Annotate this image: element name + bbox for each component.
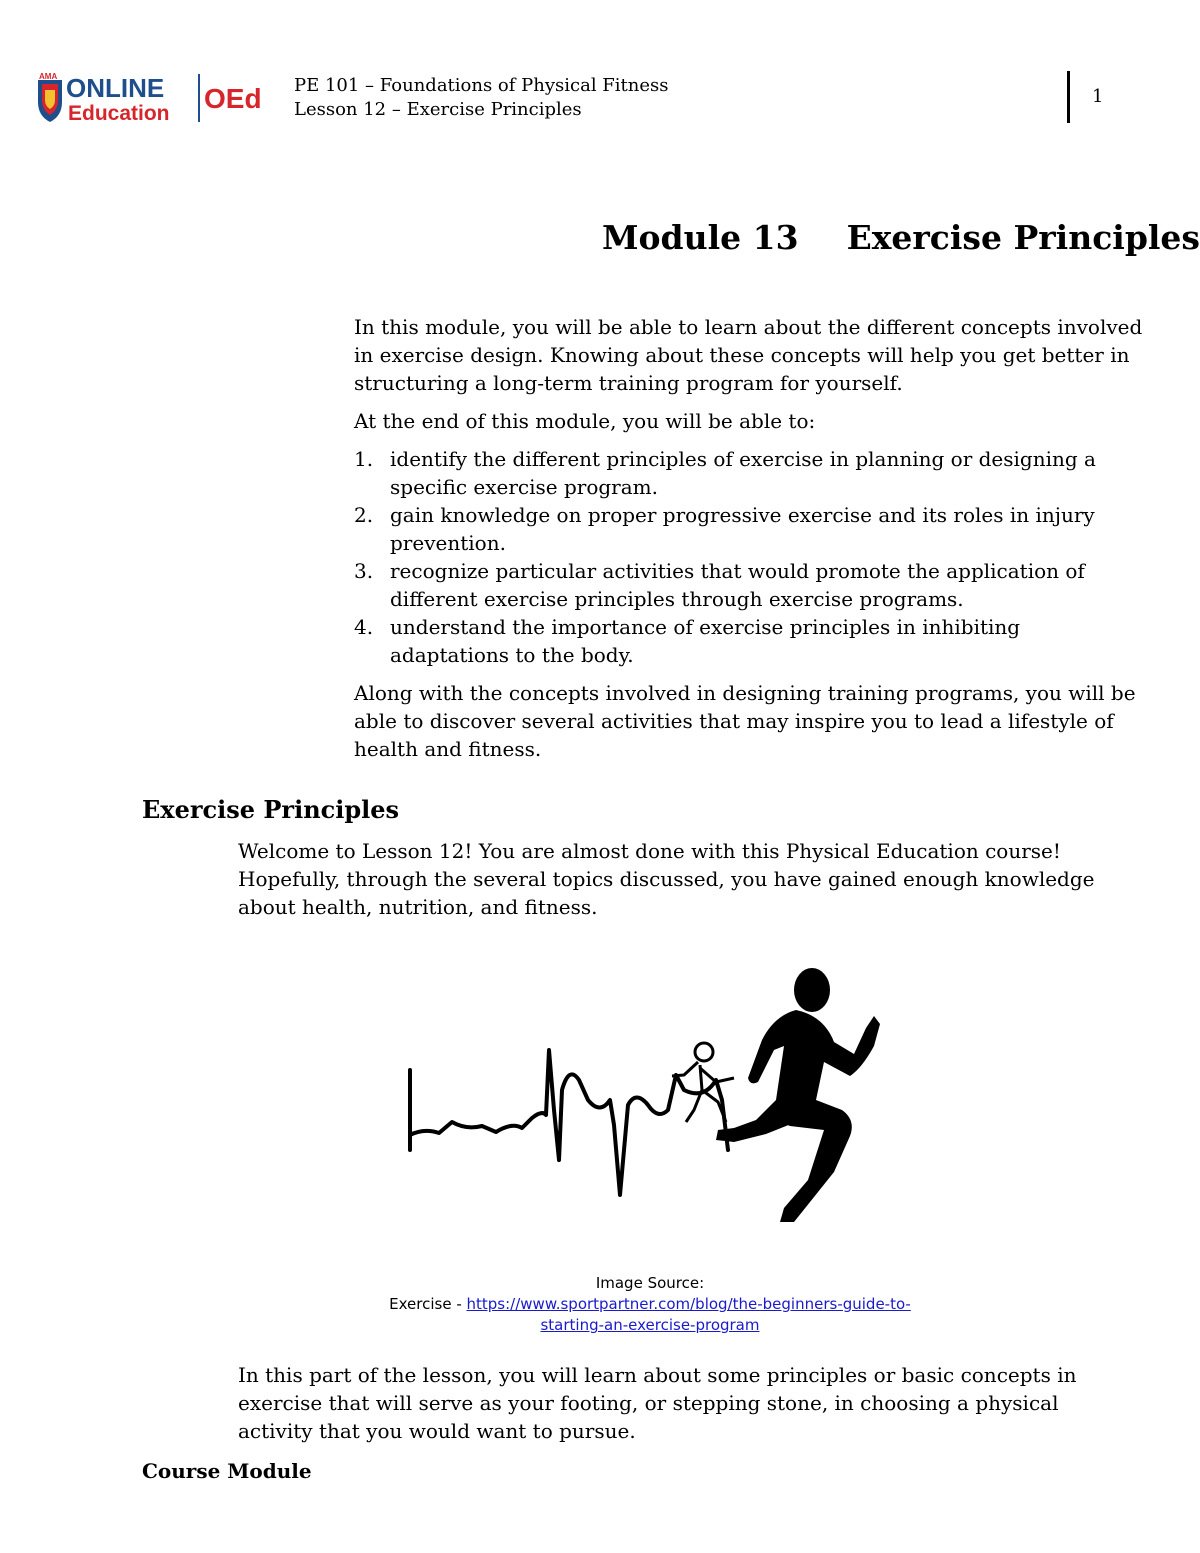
list-item: 4. understand the importance of exercise principles in inhibiting adaptations to the body.: [354, 615, 1021, 667]
objectives-list: [354, 445, 1144, 669]
runners-heartbeat-icon: [404, 950, 904, 1272]
lesson-title: Lesson 12 – Exercise Principles: [294, 99, 582, 120]
course-title: PE 101 – Foundations of Physical Fitness: [294, 75, 669, 96]
logo: [36, 70, 276, 128]
section-heading: Exercise Principles: [142, 795, 400, 824]
intro-paragraph: In this module, you will be able to learn about the different concepts involved in exercise design. Knowing about these concepts will help you get better in structuring a long-term training program for yourself.: [354, 315, 1143, 395]
svg-text:AMA: AMA: [39, 72, 58, 81]
header-divider: [1067, 71, 1070, 123]
intro-closing: Along with the concepts involved in designing training programs, you will be able to discover several activities that may inspire you to lead a lifestyle of health and fitness.: [354, 681, 1136, 761]
list-item: 2. gain knowledge on proper progressive exercise and its roles in injury prevention.: [354, 503, 1095, 555]
lesson-paragraph: In this part of the lesson, you will learn about some principles or basic concepts in exercise that will serve as your footing, or stepping stone, in choosing a physical activity that you would want to pursue.: [238, 1363, 1077, 1443]
svg-text:OEd: OEd: [204, 83, 262, 114]
svg-text:ONLINE: ONLINE: [66, 73, 165, 103]
list-item: 3. recognize particular activities that would promote the application of different exercise principles through exercise programs.: [354, 559, 1085, 611]
module-intro: [354, 313, 1144, 773]
shield-icon: [38, 80, 62, 122]
page-number: 1: [1092, 86, 1104, 107]
svg-text:Education: Education: [68, 102, 170, 125]
course-module-heading: Course Module: [142, 1459, 312, 1483]
list-item: 1. identify the different principles of exercise in planning or designing a specific exercise program.: [354, 447, 1096, 499]
objectives-lead: At the end of this module, you will be able to:: [354, 409, 816, 433]
page-title: [602, 218, 1200, 257]
caption-label: Image Source:: [595, 1274, 705, 1292]
module-number: Module 13: [602, 218, 799, 257]
image-caption: [380, 1273, 920, 1336]
caption-prefix: Exercise -: [389, 1295, 467, 1313]
image-source-link[interactable]: https://www.sportpartner.com/blog/the-beginners-guide-to-starting-an-exercise-program: [466, 1295, 911, 1334]
module-topic: Exercise Principles: [846, 218, 1200, 257]
welcome-paragraph: Welcome to Lesson 12! You are almost done with this Physical Education course! Hopefully, through the several topics discussed, you have gained enough knowledge about health, nutrition, and fitness.: [238, 839, 1095, 919]
